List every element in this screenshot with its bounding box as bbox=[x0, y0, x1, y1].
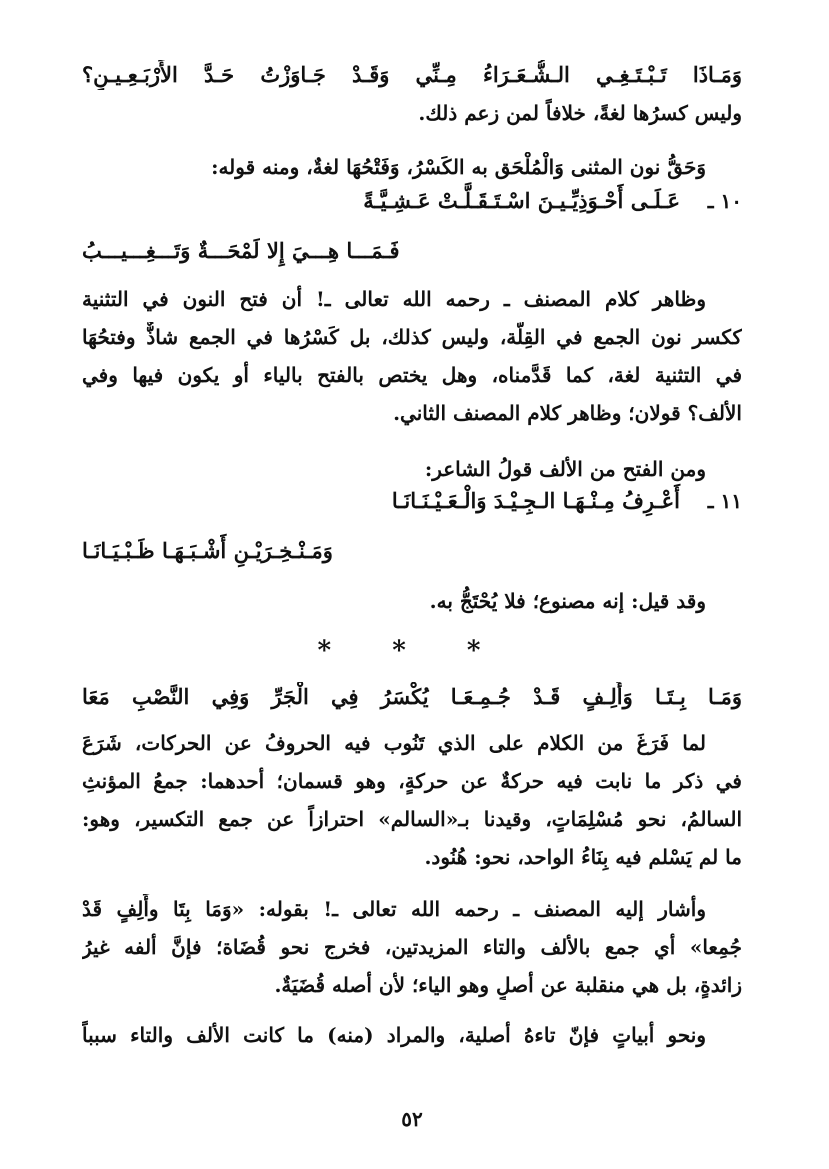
text-line: ونحو أبياتٍ فإنّ تاءهُ أصلية، والمراد (منه) ما كانت الألف والتاء سبباً bbox=[82, 1023, 707, 1047]
text-line: السالمُ، نحو مُسْلِمَاتٍ، وقيدنا بـ«السالم» احترازاً عن جمع التكسير، وهو: bbox=[82, 807, 742, 831]
text-line: الألف؟ قولان؛ وظاهر كلام المصنف الثاني. bbox=[393, 401, 742, 425]
text-line: وظاهر كلام المصنف ـ رحمه الله تعالى ـ! أن فتح النون في التثنية bbox=[82, 287, 706, 311]
text-line: وليس كسرُها لغةً، خلافاً لمن زعم ذلك. bbox=[418, 101, 742, 125]
verse-continuation-line: وَمَـاذَا تَـبْـتَـغِـي الـشُّـعَـرَاءُ مِـنِّي وَقَـدْ جَـاوَزْتُ حَـدَّ الأَرْبَـعِـيـنِ؟ bbox=[82, 62, 742, 87]
alfiyya-verse: وَمَـا بِـتَـا وَأَلِـفٍ قَـدْ جُـمِـعَـا يُكْسَرُ فِي الْجَرِّ وَفِي النَّصْبِ مَعَا bbox=[82, 684, 742, 709]
section-separator: * * * bbox=[317, 636, 507, 666]
verse-number: ١١ ـ bbox=[707, 489, 742, 513]
text-line: زائدةٍ، بل هي منقلبة عن أصلٍ وهو الياء؛ لأن أصله قُضَيَةٌ. bbox=[274, 973, 742, 997]
text-line: لما فَرَغَ من الكلام على الذي تَنُوب فيه الحروفُ عن الحركات، شَرَعَ bbox=[82, 731, 706, 755]
text-line: جُمِعا» أي جمع بالألف والتاء المزيدتين، فخرج نحو قُضَاة؛ فإنَّ ألفه غيرُ bbox=[82, 935, 742, 959]
text-line: وقد قيل: إنه مصنوع؛ فلا يُحْتَجُّ به. bbox=[429, 589, 706, 613]
text-line: في التثنية لغة، كما قَدَّمناه، وهل يختص بالفتح بالياء أو يكون فيها وفي bbox=[82, 363, 742, 387]
text-line: ما لم يَسْلم فيه بِنَاءُ الواحد، نحو: هُنُود. bbox=[424, 845, 742, 869]
verse-second-hemistich: فَـمَـــا هِـــيَ إِلا لَمْحَـــةٌ وَتَـــغِـــيـــبُ bbox=[82, 238, 400, 263]
book-page bbox=[82, 52, 742, 1131]
page-number: ٥٢ bbox=[401, 1107, 423, 1131]
text-line: ككسر نون الجمع في القِلَّة، وليس كذلك، بل كَسْرُها في الجمع شاذٌّ وفتحُهَا bbox=[82, 325, 742, 349]
text-line: في ذكر ما نابت فيه حركةٌ عن حركةٍ، وهو قسمان؛ أحدهما: جمعُ المؤنثِ bbox=[82, 769, 742, 793]
text-line: ومن الفتح من الألف قولُ الشاعر: bbox=[424, 457, 706, 481]
verse-first-hemistich: عَـلَـى أَحْـوَذِيِّـيـنَ اسْـتَـقَـلَّـتْ عَـشِـيَّـةً bbox=[363, 188, 680, 213]
verse-number: ١٠ ـ bbox=[707, 189, 742, 213]
verse-second-hemistich: وَمَـنْـخِـرَيْـنِ أَشْـبَـهَـا ظَـبْـيَـانَـا bbox=[82, 538, 333, 563]
text-line: وأشار إليه المصنف ـ رحمه الله تعالى ـ! بقوله: «وَمَا بِتَا وأَلِفٍ قَدْ bbox=[82, 897, 706, 921]
text-line: وَحَقُّ نون المثنى وَالْمُلْحَق به الكَسْرُ، وَفَتْحُهَا لغةٌ، ومنه قوله: bbox=[211, 155, 706, 179]
verse-first-hemistich: أَعْـرِفُ مِـنْـهَـا الـجِـيْـدَ وَالْـعَـيْـنَـانَـا bbox=[391, 488, 680, 513]
